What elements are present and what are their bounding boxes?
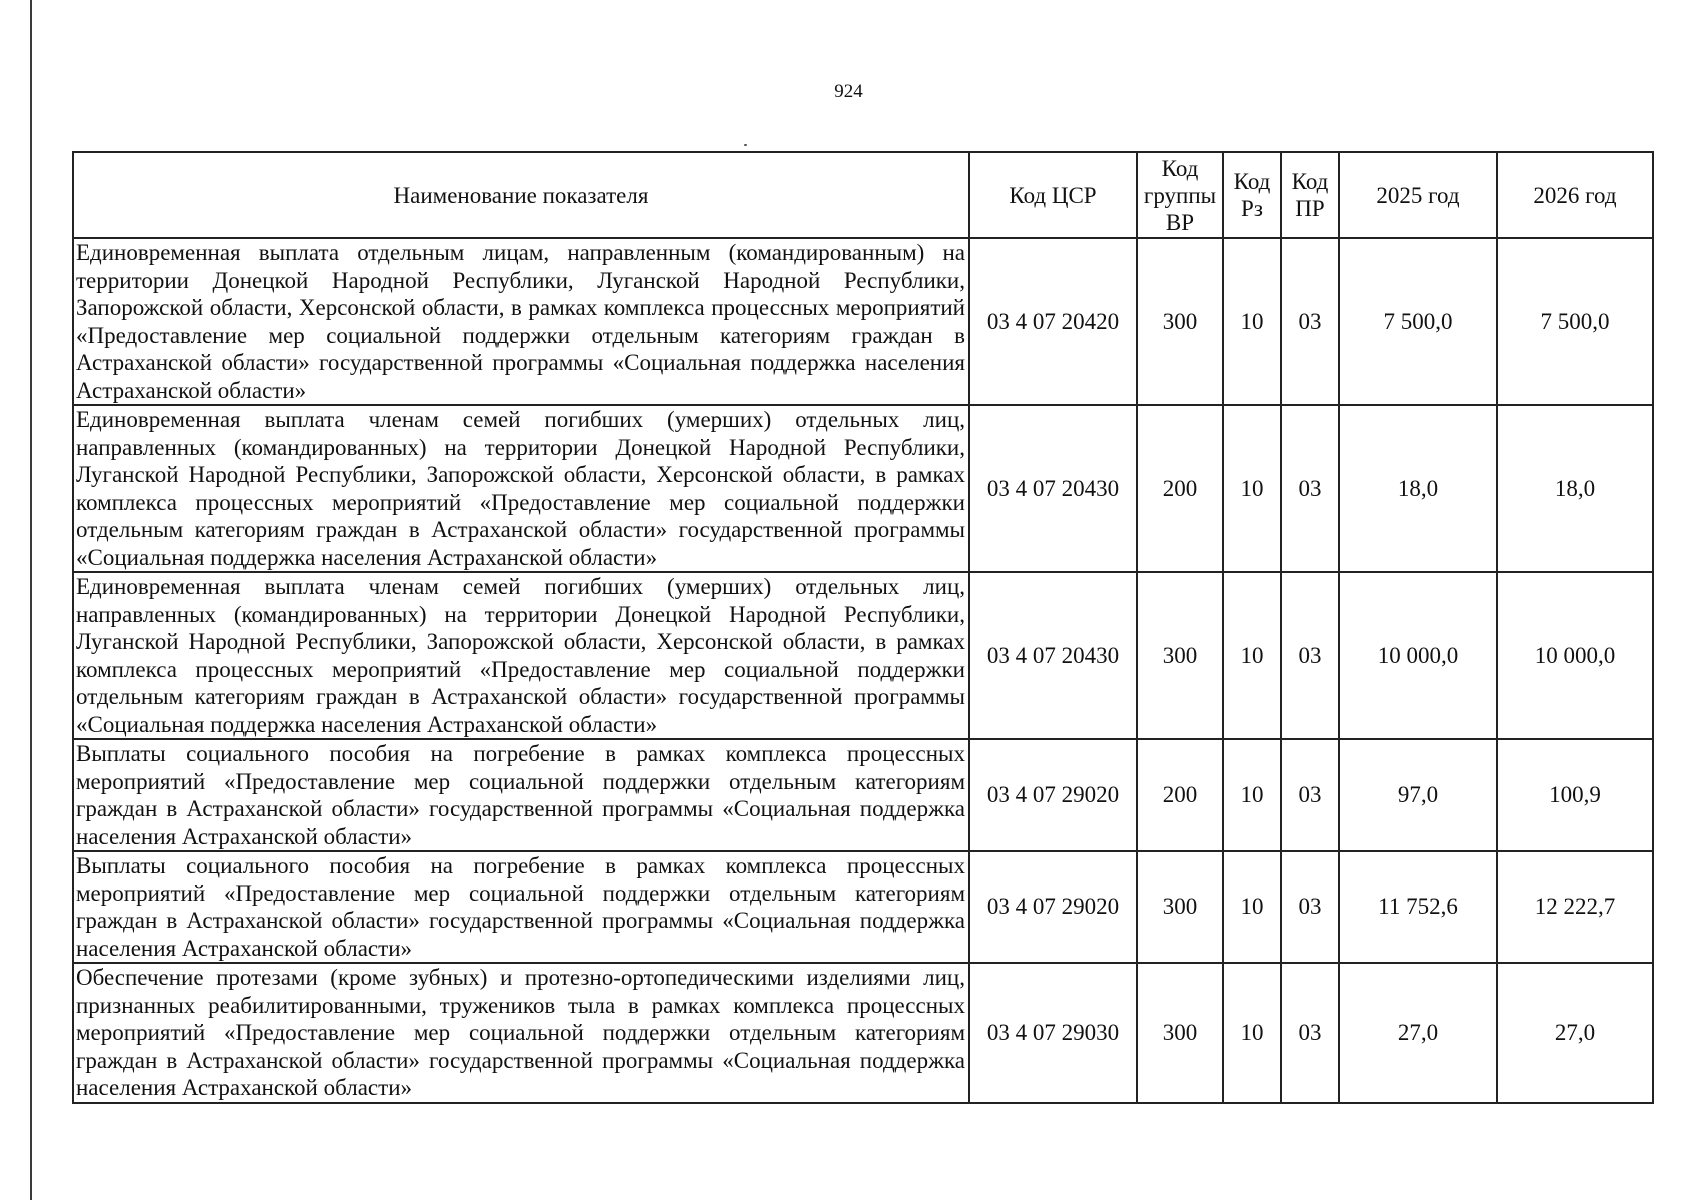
- row-csr: 03 4 07 29020: [969, 739, 1137, 851]
- row-rz: 10: [1223, 572, 1281, 739]
- header-csr: Код ЦСР: [969, 152, 1137, 238]
- table-row: [73, 572, 1653, 739]
- table-header-row: [73, 152, 1653, 238]
- table-row: [73, 238, 1653, 405]
- row-2026: 18,0: [1497, 405, 1653, 572]
- row-rz: 10: [1223, 963, 1281, 1103]
- header-2026: 2026 год: [1497, 152, 1653, 238]
- row-pr: 03: [1281, 851, 1339, 963]
- row-2025: 11 752,6: [1339, 851, 1497, 963]
- row-2026: 100,9: [1497, 739, 1653, 851]
- row-name: Обеспечение протезами (кроме зубных) и протезно-ортопедическими изделиями лиц, признанных реабилитированными, тружеников тыла в рамках комплекса процессных мероприятий «Предоставление мер социальной поддержки отдельным категориям граждан в Астраханской области» государственной программы «Социальная поддержка населения Астраханской области»: [73, 963, 969, 1103]
- budget-table: [72, 151, 1654, 1104]
- header-name: Наименование показателя: [73, 152, 969, 238]
- page-number: 924: [834, 81, 863, 102]
- scan-edge-line: [30, 0, 32, 1200]
- row-rz: 10: [1223, 405, 1281, 572]
- row-pr: 03: [1281, 238, 1339, 405]
- row-csr: 03 4 07 20430: [969, 572, 1137, 739]
- header-vr: Код группы ВР: [1137, 152, 1223, 238]
- row-name: Выплаты социального пособия на погребение в рамках комплекса процессных мероприятий «Предоставление мер социальной поддержки отдельным категориям граждан в Астраханской области» государственной программы «Социальная поддержка населения Астраханской области»: [73, 739, 969, 851]
- row-2026: 27,0: [1497, 963, 1653, 1103]
- row-pr: 03: [1281, 572, 1339, 739]
- row-csr: 03 4 07 29030: [969, 963, 1137, 1103]
- header-pr: Код ПР: [1281, 152, 1339, 238]
- row-name: Единовременная выплата членам семей погибших (умерших) отдельных лиц, направленных (командированных) на территории Донецкой Народной Республики, Луганской Народной Республики, Запорожской области, Херсонской области, в рамках комплекса процессных мероприятий «Предоставление мер социальной поддержки отдельным категориям граждан в Астраханской области» государственной программы «Социальная поддержка населения Астраханской области»: [73, 405, 969, 572]
- row-vr: 300: [1137, 238, 1223, 405]
- row-2025: 18,0: [1339, 405, 1497, 572]
- row-pr: 03: [1281, 405, 1339, 572]
- row-vr: 200: [1137, 405, 1223, 572]
- table-row: [73, 405, 1653, 572]
- row-vr: 300: [1137, 572, 1223, 739]
- row-2026: 12 222,7: [1497, 851, 1653, 963]
- row-name: Единовременная выплата членам семей погибших (умерших) отдельных лиц, направленных (командированных) на территории Донецкой Народной Республики, Луганской Народной Республики, Запорожской области, Херсонской области, в рамках комплекса процессных мероприятий «Предоставление мер социальной поддержки отдельным категориям граждан в Астраханской области» государственной программы «Социальная поддержка населения Астраханской области»: [73, 572, 969, 739]
- row-rz: 10: [1223, 851, 1281, 963]
- row-2025: 97,0: [1339, 739, 1497, 851]
- row-vr: 200: [1137, 739, 1223, 851]
- table-row: [73, 851, 1653, 963]
- header-2025: 2025 год: [1339, 152, 1497, 238]
- row-vr: 300: [1137, 963, 1223, 1103]
- row-csr: 03 4 07 20420: [969, 238, 1137, 405]
- row-rz: 10: [1223, 739, 1281, 851]
- row-pr: 03: [1281, 739, 1339, 851]
- row-rz: 10: [1223, 238, 1281, 405]
- row-vr: 300: [1137, 851, 1223, 963]
- row-csr: 03 4 07 29020: [969, 851, 1137, 963]
- row-csr: 03 4 07 20430: [969, 405, 1137, 572]
- row-2026: 7 500,0: [1497, 238, 1653, 405]
- row-name: Единовременная выплата отдельным лицам, направленным (командированным) на территории Донецкой Народной Республики, Луганской Народной Республики, Запорожской области, Херсонской области, в рамках комплекса процессных мероприятий «Предоставление мер социальной поддержки отдельным категориям граждан в Астраханской области» государственной программы «Социальная поддержка населения Астраханской области»: [73, 238, 969, 405]
- row-pr: 03: [1281, 963, 1339, 1103]
- row-2025: 7 500,0: [1339, 238, 1497, 405]
- row-2025: 10 000,0: [1339, 572, 1497, 739]
- header-rz: Код Рз: [1223, 152, 1281, 238]
- row-name: Выплаты социального пособия на погребение в рамках комплекса процессных мероприятий «Предоставление мер социальной поддержки отдельным категориям граждан в Астраханской области» государственной программы «Социальная поддержка населения Астраханской области»: [73, 851, 969, 963]
- table-row: [73, 739, 1653, 851]
- scan-speck: [744, 144, 747, 146]
- row-2025: 27,0: [1339, 963, 1497, 1103]
- row-2026: 10 000,0: [1497, 572, 1653, 739]
- table-row: [73, 963, 1653, 1103]
